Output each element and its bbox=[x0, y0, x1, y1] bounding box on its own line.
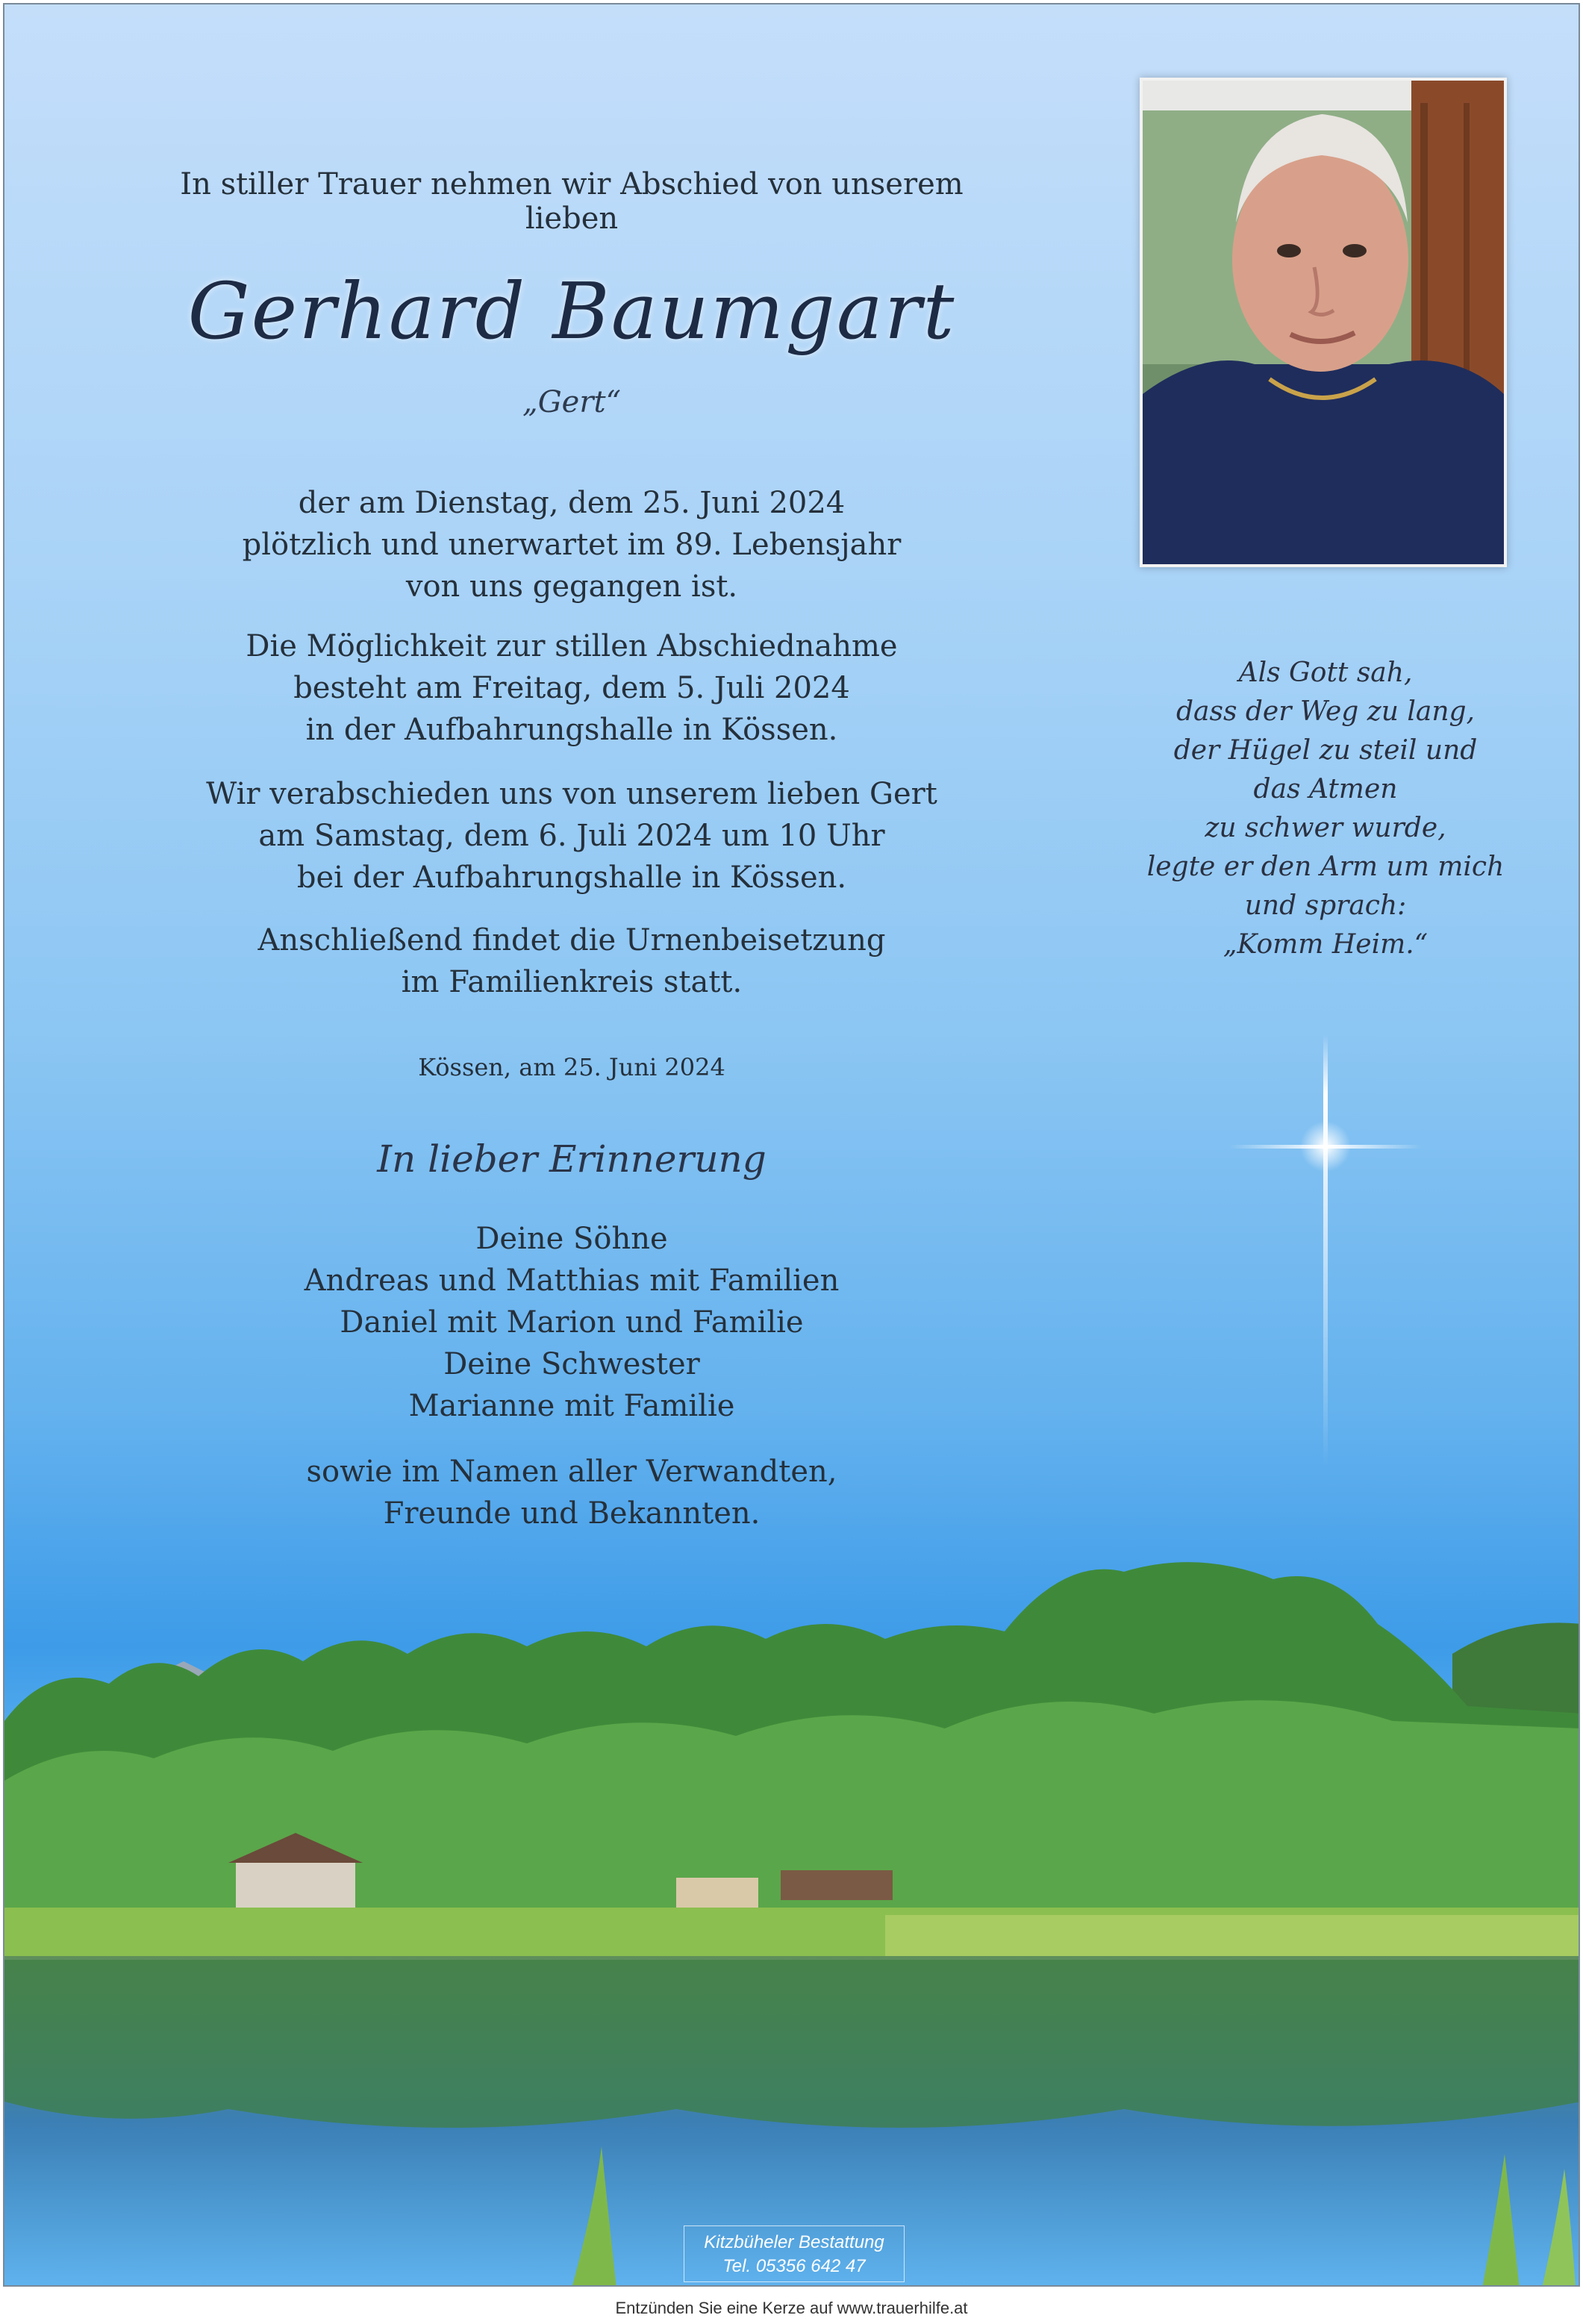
closing-text bbox=[139, 1451, 1005, 1534]
family-line: Deine Söhne bbox=[475, 1222, 668, 1256]
landscape-lake-image bbox=[4, 1534, 1580, 2287]
family-line: Marianne mit Familie bbox=[408, 1389, 735, 1423]
family-line: Deine Schwester bbox=[443, 1347, 700, 1381]
nickname: „Gert“ bbox=[522, 385, 621, 419]
poem-line: dass der Weg zu lang, bbox=[1175, 696, 1475, 727]
poem-line: Als Gott sah, bbox=[1238, 657, 1413, 688]
poem-line: zu schwer wurde, bbox=[1205, 813, 1446, 843]
text-line: in der Aufbahrungshalle in Kössen. bbox=[305, 713, 838, 747]
text-line: am Samstag, dem 6. Juli 2024 um 10 Uhr bbox=[258, 819, 885, 853]
viewing-paragraph bbox=[139, 625, 1005, 751]
deceased-name: Gerhard Baumgart bbox=[187, 266, 956, 357]
text-line: Freunde und Bekannten. bbox=[383, 1496, 761, 1531]
death-notice-paragraph bbox=[139, 482, 1005, 607]
text-line: plötzlich und unerwartet im 89. Lebensjahr bbox=[242, 528, 902, 562]
farewell-paragraph bbox=[139, 773, 1005, 899]
logo-line: Kitzbüheler Bestattung bbox=[704, 2232, 884, 2252]
family-line: Daniel mit Marion und Familie bbox=[340, 1305, 804, 1340]
footer-text: Entzünden Sie eine Kerze auf www.trauerhilfe.at bbox=[615, 2299, 968, 2317]
text-line: der am Dienstag, dem 25. Juni 2024 bbox=[298, 486, 846, 520]
family-list bbox=[139, 1218, 1005, 1427]
poem-line: das Atmen bbox=[1253, 774, 1398, 805]
text-line: Wir verabschieden uns von unserem lieben Gert bbox=[206, 777, 937, 811]
text-line: bei der Aufbahrungshalle in Kössen. bbox=[296, 860, 847, 895]
poem-line: legte er den Arm um mich bbox=[1146, 852, 1505, 882]
poem-line: und sprach: bbox=[1244, 890, 1407, 921]
place-date: Kössen, am 25. Juni 2024 bbox=[418, 1053, 725, 1081]
star-cross-icon bbox=[1228, 1034, 1423, 1467]
burial-paragraph bbox=[139, 919, 1005, 1003]
text-line: Die Möglichkeit zur stillen Abschiednahme bbox=[246, 629, 898, 663]
text-line: Anschließend findet die Urnenbeisetzung bbox=[257, 923, 886, 958]
obituary-card bbox=[3, 3, 1580, 2287]
text-line: im Familienkreis statt. bbox=[401, 965, 743, 999]
family-line: Andreas und Matthias mit Familien bbox=[304, 1263, 840, 1298]
intro-text: In stiller Trauer nehmen wir Abschied von unserem lieben bbox=[180, 167, 964, 236]
memory-heading: In lieber Erinnerung bbox=[377, 1137, 766, 1181]
text-line: sowie im Namen aller Verwandten, bbox=[306, 1455, 837, 1489]
text-line: von uns gegangen ist. bbox=[405, 569, 738, 604]
poem bbox=[1109, 654, 1542, 964]
poem-line: der Hügel zu steil und bbox=[1173, 735, 1478, 766]
poem-line: „Komm Heim.“ bbox=[1223, 929, 1429, 960]
logo-line: Tel. 05356 642 47 bbox=[722, 2256, 866, 2276]
funeral-home-logo bbox=[684, 2225, 905, 2282]
portrait-photo bbox=[1140, 78, 1507, 567]
text-line: besteht am Freitag, dem 5. Juli 2024 bbox=[293, 671, 850, 705]
